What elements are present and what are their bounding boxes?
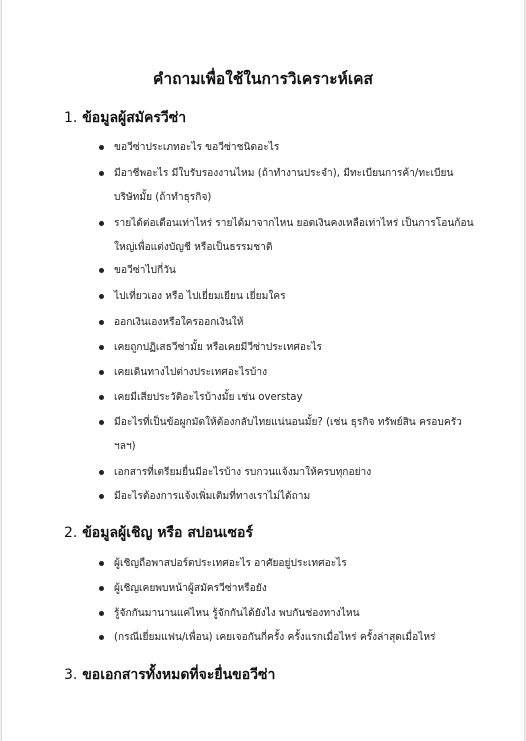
section-title: ขอเอกสารทั้งหมดที่จะยื่นขอวีซ่า — [82, 667, 276, 683]
section-number: 2. — [64, 525, 78, 541]
list-item: มีอะไรต้องการแจ้งเพิ่มเติมที่ทางเราไม่ได้ถาม — [114, 485, 476, 509]
list-item: รู้จักกันมานานแค่ไหน รู้จักกันได้ยังไง พบกันช่องทางไหน — [114, 602, 476, 626]
list-item: รายได้ต่อเดือนเท่าไหร่ รายได้มาจากไหน ยอดเงินคงเหลือเท่าไหร่ เป็นการโอนก้อนใหญ่เพื่อแต่งบัญชี หรือเป็นธรรมชาติ — [114, 212, 476, 260]
section-title: ข้อมูลผู้เชิญ หรือ สปอนเซอร์ — [82, 525, 253, 541]
section-title: ข้อมูลผู้สมัครวีซ่า — [82, 110, 187, 126]
section-number: 1. — [64, 110, 78, 126]
list-item: ไปเที่ยวเอง หรือ ไปเยี่ยมเยียน เยี่ยมใคร — [114, 285, 476, 309]
section-2-heading — [64, 522, 253, 544]
list-item: ผู้เชิญถือพาสปอร์ตประเทศอะไร อาศัยอยู่ประเทศอะไร — [114, 552, 476, 576]
list-item: ออกเงินเองหรือใครออกเงินให้ — [114, 311, 476, 335]
list-item: (กรณีเยี่ยมแฟน/เพื่อน) เคยเจอกันกี่ครั้ง ครั้งแรกเมื่อไหร่ ครั้งล่าสุดเมื่อไหร่ — [114, 626, 476, 650]
list-item: มีอาชีพอะไร มีใบรับรองงานไหม (ถ้าทำงานประจำ), มีทะเบียนการค้า/ทะเบียนบริษัทมั้ย (ถ้าทำธุรกิจ) — [114, 162, 476, 210]
section-1-heading — [64, 107, 186, 129]
list-item: ผู้เชิญเคยพบหน้าผู้สมัครวีซ่าหรือยัง — [114, 577, 476, 601]
section-number: 3. — [64, 667, 78, 683]
list-item: เคยเดินทางไปต่างประเทศอะไรบ้าง — [114, 361, 476, 385]
list-item: มีอะไรที่เป็นข้อผูกมัดให้ต้องกลับไทยแน่นอนมั้ย? (เช่น ธุรกิจ ทรัพย์สิน ครอบครัว ฯลฯ) — [114, 411, 476, 459]
list-item: เคยมีเสียประวัติอะไรบ้างมั้ย เช่น overstay — [114, 386, 476, 410]
document-page — [1, 0, 525, 741]
list-item: เคยถูกปฏิเสธวีซ่ามั้ย หรือเคยมีวีซ่าประเทศอะไร — [114, 336, 476, 360]
list-item: ขอวีซ่าประเภทอะไร ขอวีซ่าชนิดอะไร — [114, 136, 476, 160]
document-title: คำถามเพื่อใช้ในการวิเคราะห์เคส — [153, 70, 373, 88]
list-item: เอกสารที่เตรียมยื่นมีอะไรบ้าง รบกวนแจ้งมาให้ครบทุกอย่าง — [114, 461, 476, 485]
section-3-heading — [64, 664, 275, 686]
list-item: ขอวีซ่าไปกี่วัน — [114, 259, 476, 283]
